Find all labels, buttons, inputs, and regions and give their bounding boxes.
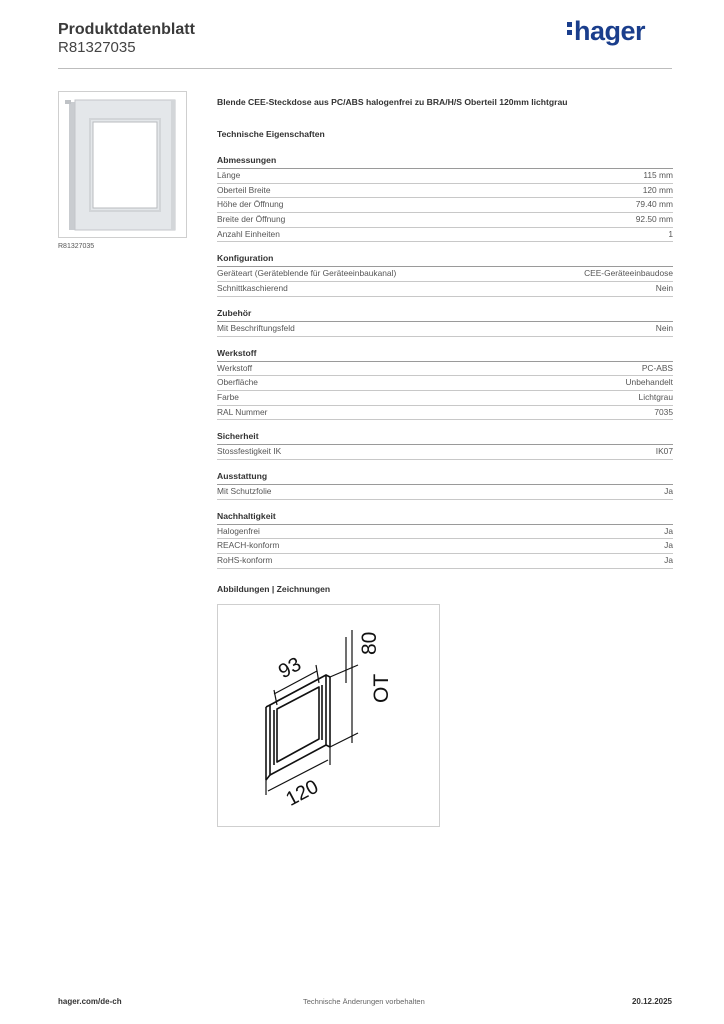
property-label: Schnittkaschierend (217, 283, 288, 294)
property-value: Ja (664, 540, 673, 551)
property-value: 1 (668, 228, 673, 239)
property-value: Ja (664, 485, 673, 496)
property-section (217, 348, 673, 421)
property-value: Unbehandelt (625, 377, 673, 388)
section-title: Sicherheit (217, 431, 673, 445)
hager-logo: hager (567, 16, 645, 47)
property-value: Nein (655, 322, 673, 333)
property-value: PC-ABS (641, 362, 673, 373)
section-title: Nachhaltigkeit (217, 511, 673, 525)
property-section (217, 471, 673, 500)
property-label: Halogenfrei (217, 525, 260, 536)
section-title: Werkstoff (217, 348, 673, 362)
property-section (217, 511, 673, 569)
property-label: Geräteart (Geräteblende für Geräteeinbaukanal) (217, 268, 397, 279)
property-section (217, 431, 673, 460)
property-row (217, 213, 673, 228)
property-row (217, 406, 673, 421)
property-row (217, 184, 673, 199)
property-value: CEE-Geräteeinbaudose (584, 268, 673, 279)
property-label: Oberfläche (217, 377, 258, 388)
property-section (217, 253, 673, 296)
section-title: Konfiguration (217, 253, 673, 267)
drawings-title: Abbildungen | Zeichnungen (217, 584, 331, 594)
dim-label-total: 120 (282, 775, 323, 811)
product-code: R81327035 (58, 39, 136, 56)
property-value: IK07 (655, 446, 673, 457)
property-row (217, 376, 673, 391)
property-row (217, 525, 673, 540)
property-section (217, 155, 673, 242)
footer-website: hager.com/de-ch (58, 997, 122, 1006)
property-value: Nein (655, 283, 673, 294)
property-row (217, 554, 673, 569)
section-title: Ausstattung (217, 471, 673, 485)
product-content (217, 97, 673, 580)
property-row (217, 362, 673, 377)
property-label: RoHS-konform (217, 555, 273, 565)
technical-drawing (217, 604, 440, 827)
property-row (217, 267, 673, 282)
property-value: 115 mm (643, 170, 673, 180)
property-row (217, 322, 673, 337)
footer-date: 20.12.2025 (631, 997, 672, 1006)
property-label: Mit Beschriftungsfeld (217, 322, 295, 333)
section-title: Abmessungen (217, 155, 673, 169)
property-label: Oberteil Breite (217, 184, 271, 195)
dim-label-depth: OT (370, 673, 393, 703)
property-label: Anzahl Einheiten (217, 228, 280, 239)
property-section (217, 308, 673, 337)
property-row (217, 391, 673, 406)
logo-dots-icon (567, 19, 573, 38)
property-value: 7035 (654, 406, 673, 417)
property-label: RAL Nummer (217, 406, 268, 417)
property-row (217, 485, 673, 500)
property-value: 79.40 mm (635, 199, 673, 210)
tech-properties-title: Technische Eigenschaften (217, 129, 325, 139)
property-row (217, 539, 673, 554)
property-row (217, 228, 673, 243)
property-value: 120 mm (642, 184, 673, 195)
page-title: Produktdatenblatt (58, 21, 195, 38)
property-label: Farbe (217, 391, 239, 402)
footer-disclaimer: Technische Änderungen vorbehalten (303, 997, 425, 1006)
product-photo (58, 91, 187, 238)
photo-caption: R81327035 (58, 243, 95, 250)
property-row (217, 282, 673, 297)
property-value: Ja (664, 525, 673, 536)
section-title: Zubehör (217, 308, 673, 322)
property-label: REACH-konform (217, 540, 280, 551)
property-label: Breite der Öffnung (217, 214, 286, 225)
property-row (217, 169, 673, 184)
dim-label-height: 80 (358, 631, 381, 655)
header-divider (58, 68, 672, 69)
property-label: Stossfestigkeit IK (217, 446, 282, 457)
property-value: Lichtgrau (638, 391, 673, 402)
product-description: Blende CEE-Steckdose aus PC/ABS halogenfrei zu BRA/H/S Oberteil 120mm lichtgrau (217, 97, 568, 107)
property-label: Länge (217, 170, 241, 180)
property-value: Ja (664, 555, 673, 565)
property-value: 92.50 mm (635, 214, 673, 225)
product-frame-icon (59, 92, 186, 237)
property-row (217, 198, 673, 213)
property-sections (217, 155, 673, 569)
property-row (217, 445, 673, 460)
dimension-drawing-icon (218, 605, 439, 826)
property-label: Werkstoff (217, 362, 253, 373)
property-label: Mit Schutzfolie (217, 485, 272, 496)
property-label: Höhe der Öffnung (217, 199, 284, 210)
dim-label-width: 93 (274, 653, 305, 684)
